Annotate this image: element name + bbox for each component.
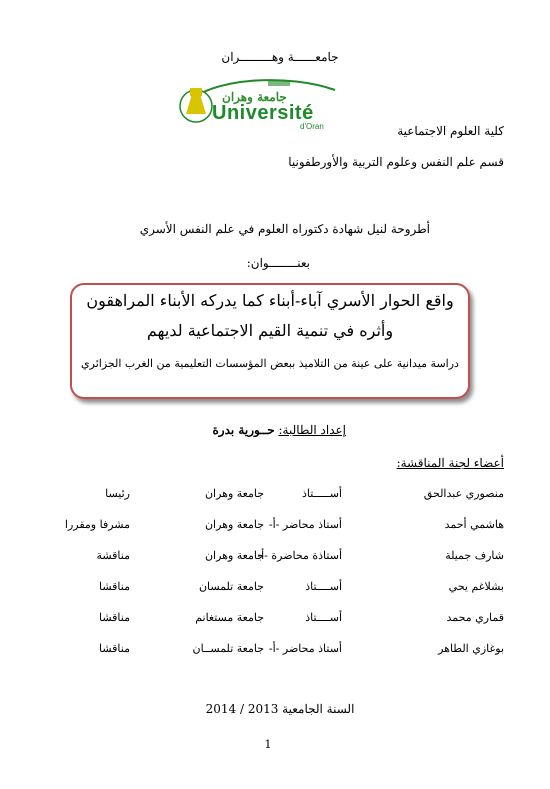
member-name: شارف جميلة [445,549,504,562]
member-university: جامعة مستغانم [195,611,264,624]
logo-arabic-text: جامعة وهران [222,90,287,104]
committee-member-row [0,611,550,629]
prepared-by-label: إعداد الطالبة: [278,423,346,437]
member-role: مناقشا [99,642,130,655]
member-rank: أستاذ محاضر -أ- [268,642,342,655]
committee-title: أعضاء لجنة المناقشة: [396,456,504,470]
member-role: مناقشة [96,549,130,562]
university-logo [170,76,345,132]
member-university: جامعة وهران [204,549,264,562]
degree-line: أطروحة لنيل شهادة دكتوراه العلوم في علم النفس الأسري [139,222,430,236]
department-name: قسم علم النفس وعلوم التربية والأورطفونيا [288,155,504,169]
member-rank: أستاذة محاضرة -أ- [257,549,342,562]
member-role: رئيسا [105,487,130,500]
logo-sub-text: d'Oran [300,122,324,131]
title-box [70,283,470,399]
member-name: بوغازي الطاهر [438,642,504,655]
student-name: حــورية بدرة [212,423,275,437]
committee-member-row [0,642,550,660]
member-university: جامعة تلمسان [198,580,264,593]
member-name: منصوري عبدالحق [423,487,504,500]
thesis-subtitle: دراسة ميدانية على عينة من التلاميذ ببعض المؤسسات التعليمية من الغرب الجزائري [81,357,459,370]
member-university: جامعة وهران [204,518,264,531]
committee-member-row [0,549,550,567]
member-name: هاشمي أحمد [444,518,504,531]
member-role: مشرفا ومقررا [64,518,130,531]
page-number: 1 [264,738,272,751]
committee-member-row [0,518,550,536]
member-rank: أستاذ محاضر -أ- [268,518,342,531]
member-rank: أســــتاذ [305,580,342,593]
committee-member-row [0,580,550,598]
faculty-name: كلية العلوم الاجتماعية [397,124,504,138]
title-label: بعنــــــــوان: [246,256,310,270]
member-university: جامعة وهران [204,487,264,500]
member-name: قماري محمد [446,611,504,624]
member-rank: أســـــتاذ [302,487,342,500]
committee-member-row [0,487,550,505]
thesis-title-line-1: واقع الحوار الأسري آباء-أبناء كما يدركه الأبناء المراهقون [86,291,454,310]
logo-latin-text: Université [212,102,314,124]
academic-year: السنة الجامعية 2013 / 2014 [205,702,355,716]
member-role: مناقشا [99,580,130,593]
thesis-title-line-2: وأثره في تنمية القيم الاجتماعية لديهم [146,321,394,340]
member-role: مناقشا [99,611,130,624]
member-rank: أســــتاذ [305,611,342,624]
member-university: جامعة تلمســان [192,642,264,655]
prepared-by [213,423,346,437]
university-heading: جامعــــــة وهـــــــــران [221,50,339,64]
member-name: بشلاغم يحي [448,580,504,593]
